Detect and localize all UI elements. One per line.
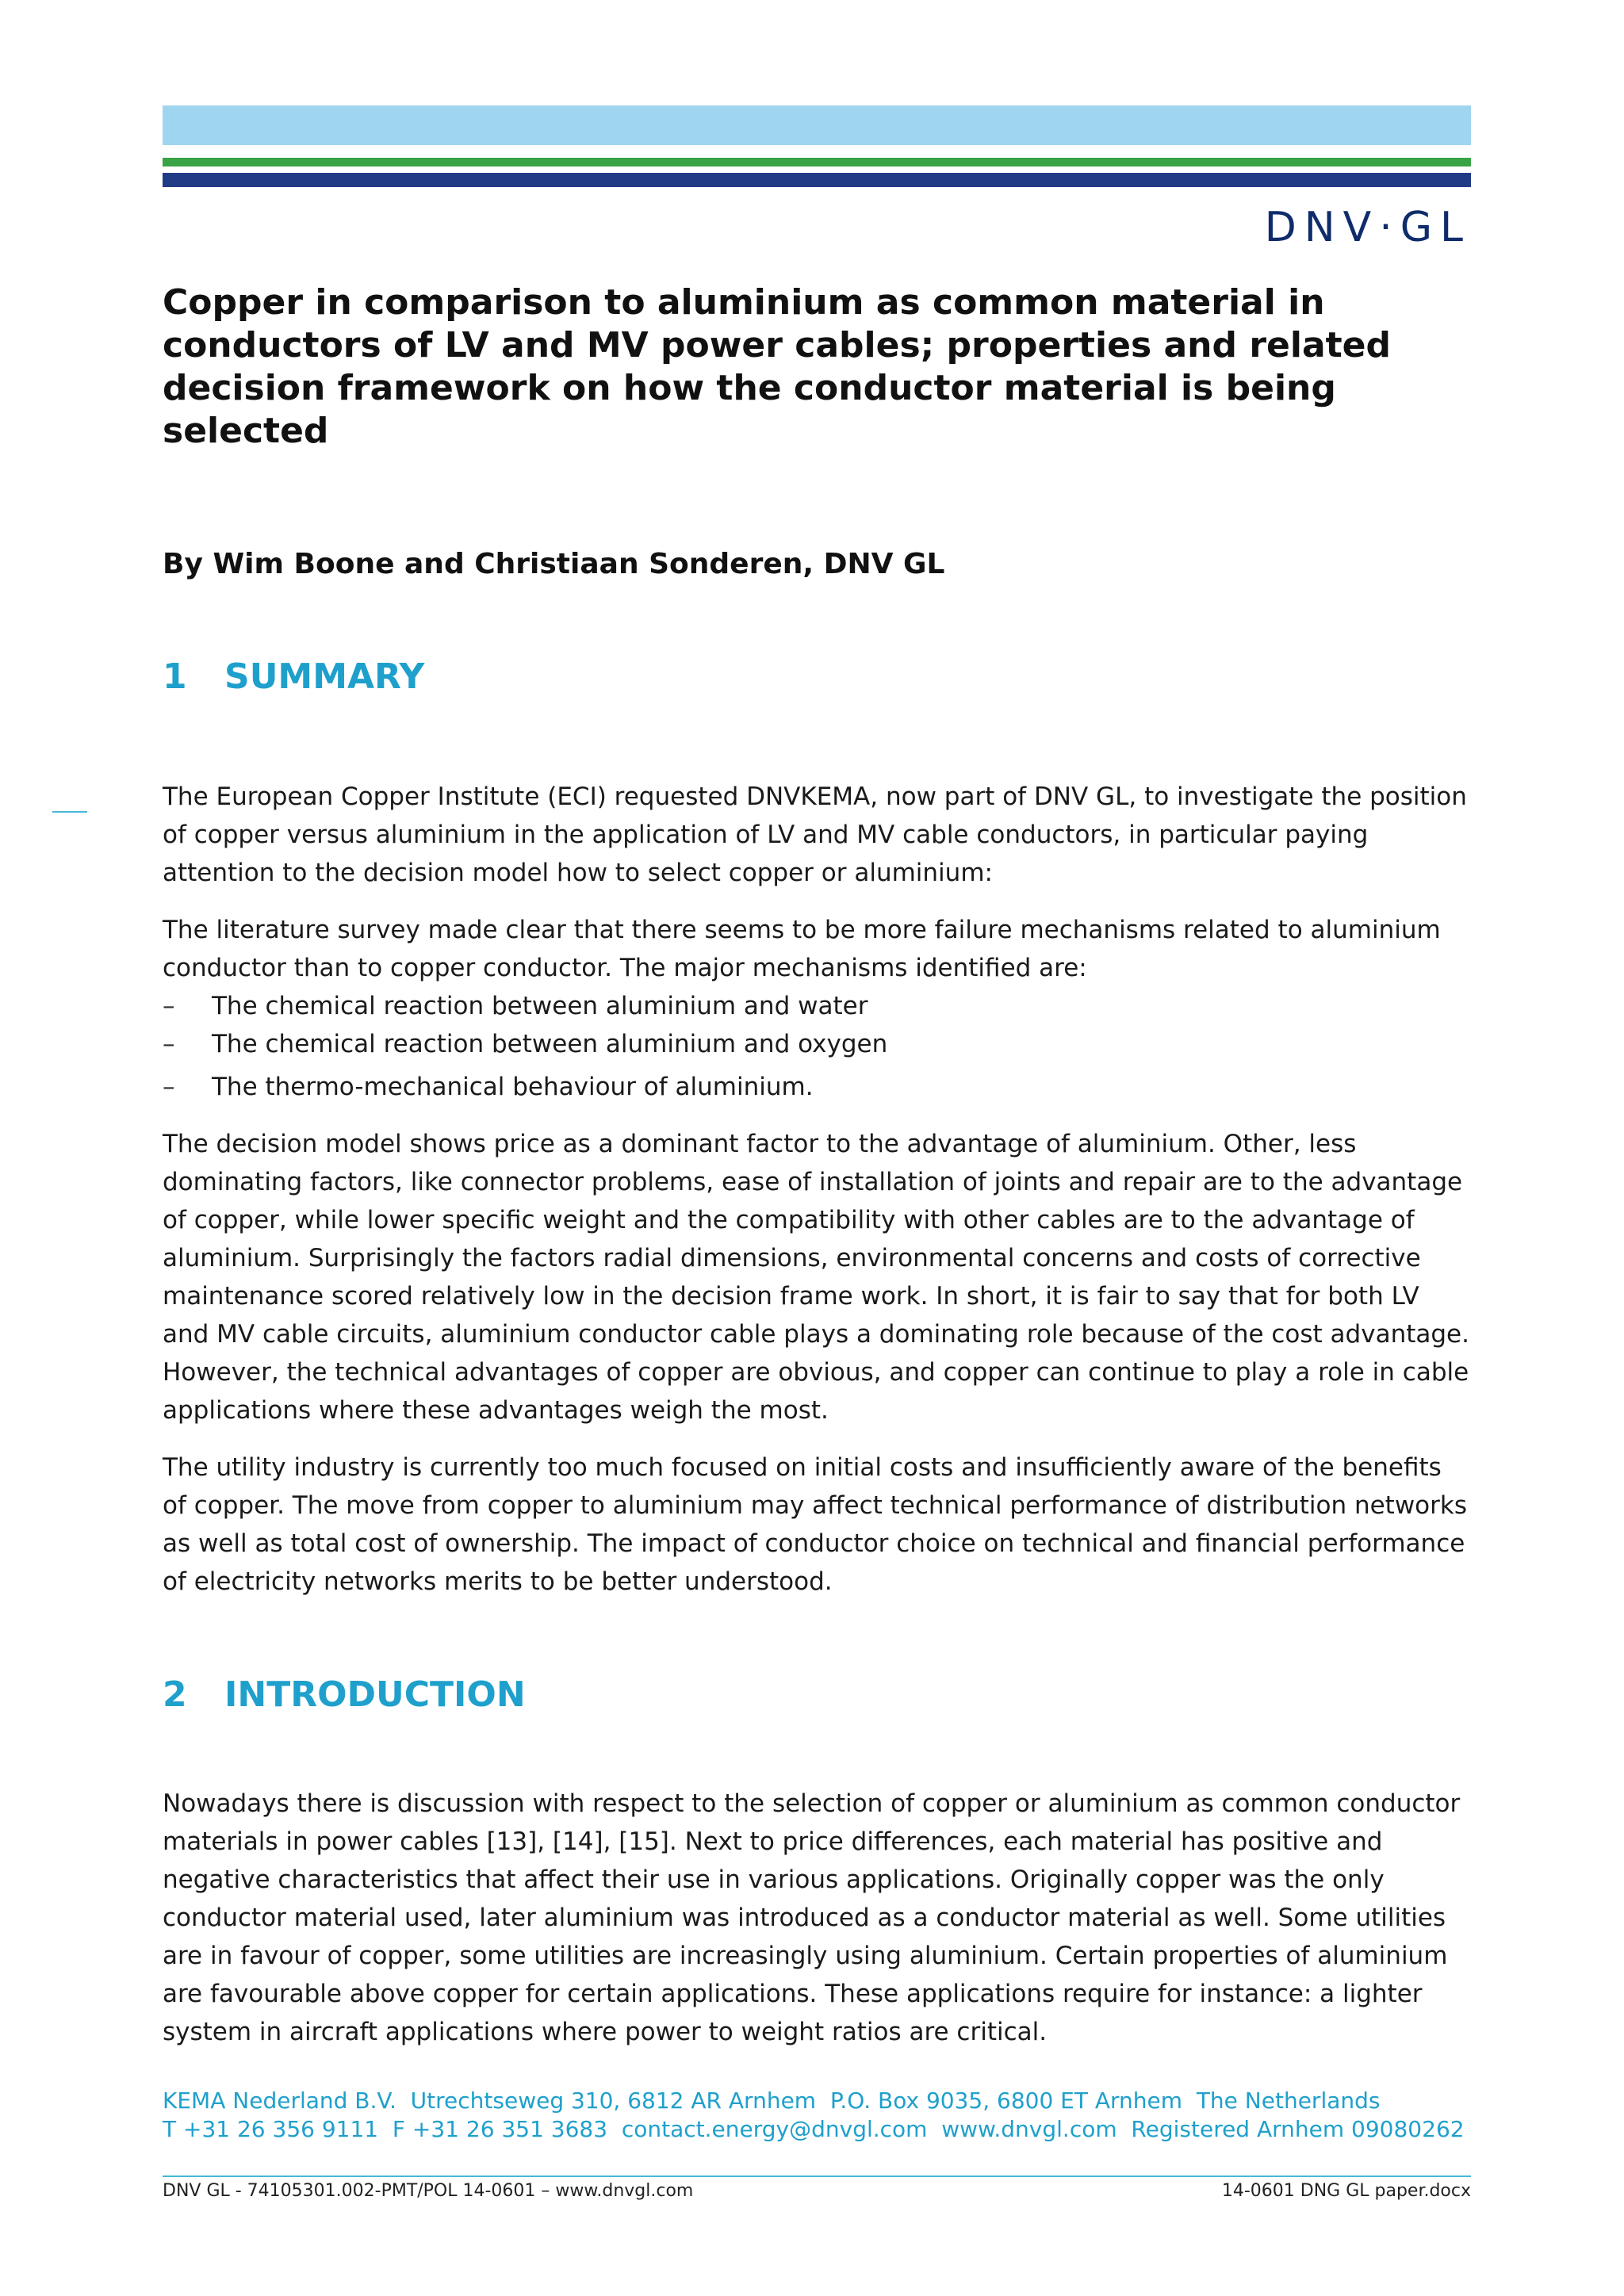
document-title: Copper in comparison to aluminium as common material in conductors of LV and MV power cables; properties and related decision framework on how the conductor material is being selected (163, 282, 1392, 451)
footer-filename: 14-0601 DNG GL paper.docx (1221, 2181, 1471, 2201)
section-title: SUMMARY (224, 656, 425, 697)
dash-bullet-icon: – (163, 992, 175, 1020)
section-heading-introduction (163, 1674, 1471, 1716)
list-item: – The chemical reaction between aluminium and oxygen (163, 1025, 1471, 1063)
footer-address-line-2: T +31 26 356 9111 F +31 26 351 3683 contact.energy@dnvgl.com www.dnvgl.com Registered Arnhem 09080262 (163, 2116, 1465, 2142)
dash-bullet-icon: – (163, 1073, 175, 1101)
footer-divider (163, 2175, 1471, 2177)
header-band-navy (163, 173, 1471, 187)
section-number: 1 (163, 656, 187, 697)
footer-address (163, 2087, 1511, 2144)
margin-mark (52, 811, 87, 813)
footer-document-reference: DNV GL - 74105301.002-PMT/POL 14-0601 – www.dnvgl.com (163, 2181, 694, 2201)
list-item: – The thermo-mechanical behaviour of aluminium. (163, 1068, 1471, 1106)
introduction-paragraph-1: Nowadays there is discussion with respect to the selection of copper or aluminium as common conductor materials in power cables [13], [14], [15]. Next to price differences, each material has positive and negative characteristics that affect their use in various applications. Originally copper was the only conductor material used, later aluminium was introduced as a conductor material as well. Some utilities are in favour of copper, some utilities are increasingly using aluminium. Certain properties of aluminium are favourable above copper for certain applications. These applications require for instance: a lighter system in aircraft applications where power to weight ratios are critical. (163, 1789, 1461, 2046)
list-item: – The chemical reaction between aluminium and water (163, 987, 1471, 1025)
section-title: INTRODUCTION (224, 1674, 526, 1715)
dnv-gl-logo: DNV·GL (1264, 204, 1471, 251)
summary-paragraph-3: The decision model shows price as a dominant factor to the advantage of aluminium. Other, less dominating factors, like connector problems, ease of installation of joints and repair are to the advantage of copper, while lower specific weight and the compatibility with other cables are to the advantage of aluminium. Surprisingly the factors radial dimensions, environmental concerns and costs of corrective maintenance scored relatively low in the decision frame work. In short, it is fair to say that for both LV and MV cable circuits, aluminium conductor cable plays a dominating role because of the cost advantage. However, the technical advantages of copper are obvious, and copper can continue to play a role in cable applications where these advantages weigh the most. (163, 1130, 1469, 1425)
summary-paragraph-2: The literature survey made clear that there seems to be more failure mechanisms related to aluminium conductor than to copper conductor. The major mechanisms identified are: (163, 916, 1441, 982)
header-band-green (163, 158, 1471, 166)
document-content (163, 281, 1471, 2051)
section-heading-summary (163, 656, 1471, 698)
header-band-light-blue (163, 105, 1471, 145)
document-authors: By Wim Boone and Christiaan Sonderen, DNV GL (163, 548, 945, 580)
footer-address-line-1: KEMA Nederland B.V. Utrechtseweg 310, 6812 AR Arnhem P.O. Box 9035, 6800 ET Arnhem The Netherlands (163, 2087, 1381, 2114)
dash-bullet-icon: – (163, 1030, 175, 1058)
failure-mechanism-list (163, 987, 1471, 1106)
summary-paragraph-1: The European Copper Institute (ECI) requested DNVKEMA, now part of DNV GL, to investigate the position of copper versus aluminium in the application of LV and MV cable conductors, in particular paying attention to the decision model how to select copper or aluminium: (163, 783, 1467, 887)
summary-paragraph-4: The utility industry is currently too much focused on initial costs and insufficiently aware of the benefits of copper. The move from copper to aluminium may affect technical performance of distribution networks as well as total cost of ownership. The impact of conductor choice on technical and financial performance of electricity networks merits to be better understood. (163, 1453, 1467, 1596)
section-number: 2 (163, 1674, 187, 1715)
